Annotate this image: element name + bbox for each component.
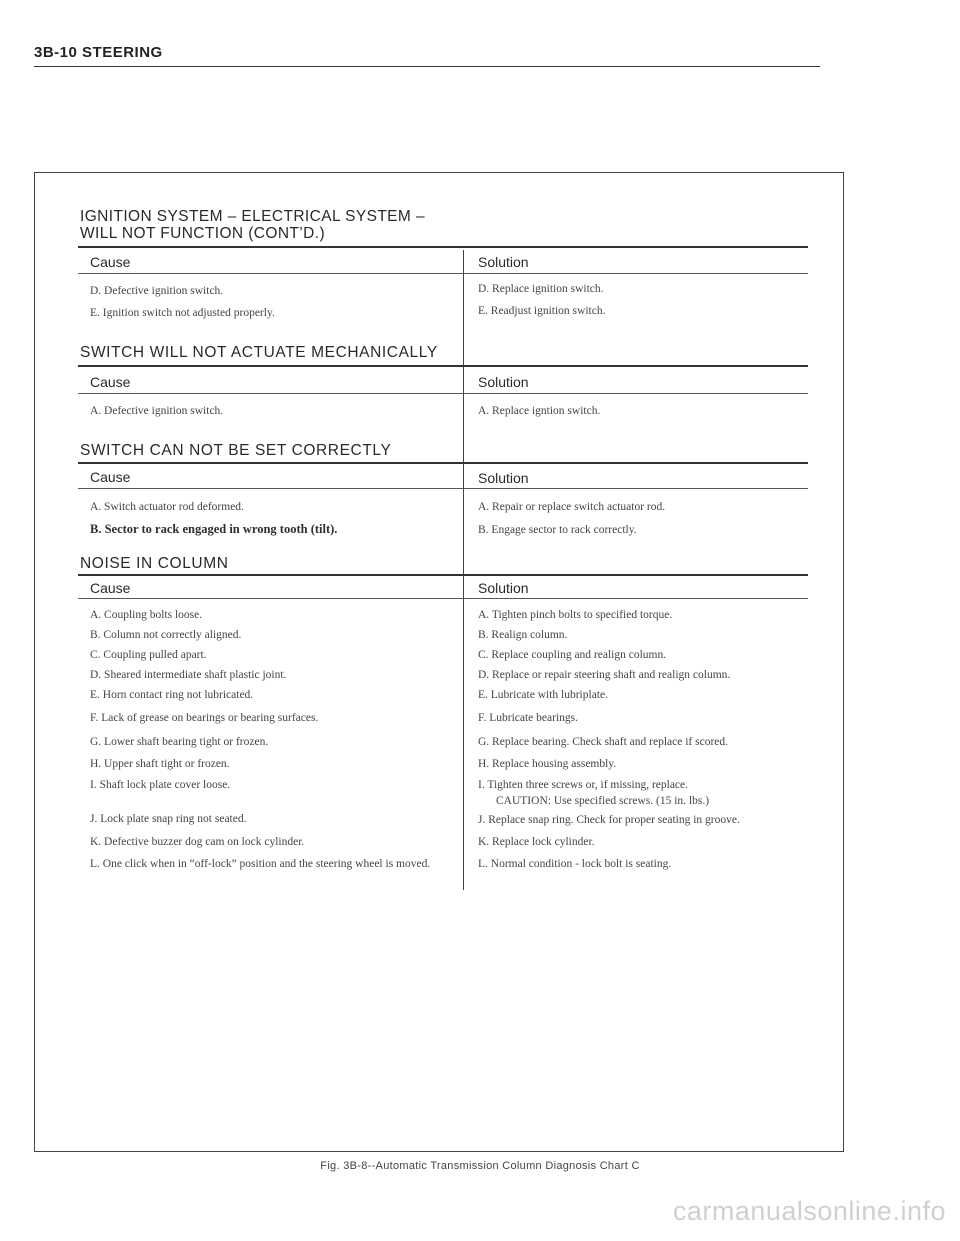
section-rule [78,462,808,464]
solution-item: H. Replace housing assembly. [478,758,617,770]
section-rule [78,246,808,248]
section-rule [78,574,808,576]
cause-item: D. Sheared intermediate shaft plastic joint. [90,669,287,681]
solution-item: E. Readjust ignition switch. [478,305,606,317]
header-rule [78,598,808,599]
header-rule [78,273,808,274]
solution-item: B. Realign column. [478,629,568,641]
cause-header: Cause [90,254,131,270]
cause-item: A. Coupling bolts loose. [90,609,203,621]
solution-header: Solution [478,470,529,486]
header-rule [78,488,808,489]
cause-item: B. Sector to rack engaged in wrong tooth (tilt). [90,522,338,536]
solution-item: D. Replace or repair steering shaft and realign column. [478,669,731,681]
cause-header: Cause [90,580,131,596]
chart-title-line2: WILL NOT FUNCTION (CONT’D.) [80,225,326,242]
chart-title [80,208,425,242]
column-divider [463,250,464,890]
page-header [34,44,820,67]
page-label: 3B-10 STEERING [34,44,163,61]
solution-item: C. Replace coupling and realign column. [478,649,667,661]
cause-item: G. Lower shaft bearing tight or frozen. [90,736,269,748]
cause-item: B. Column not correctly aligned. [90,629,242,641]
section-title: SWITCH WILL NOT ACTUATE MECHANICALLY [80,344,438,361]
chart-title-line1: IGNITION SYSTEM – ELECTRICAL SYSTEM – [80,208,425,225]
solution-header: Solution [478,580,529,596]
solution-item: F. Lubricate bearings. [478,712,578,724]
cause-item: L. One click when in “off-lock” position and the steering wheel is moved. [90,858,431,870]
solution-item: K. Replace lock cylinder. [478,836,595,848]
solution-header: Solution [478,254,529,270]
solution-item: J. Replace snap ring. Check for proper seating in groove. [478,814,740,826]
solution-item: D. Replace ignition switch. [478,283,604,295]
cause-header: Cause [90,374,131,390]
solution-header: Solution [478,374,529,390]
section-title: NOISE IN COLUMN [80,555,229,572]
cause-item: C. Coupling pulled apart. [90,649,207,661]
cause-item: F. Lack of grease on bearings or bearing surfaces. [90,712,319,724]
solution-item: E. Lubricate with lubriplate. [478,689,608,701]
section-rule [78,365,808,367]
cause-item: D. Defective ignition switch. [90,285,224,297]
cause-item: H. Upper shaft tight or frozen. [90,758,230,770]
cause-item: E. Horn contact ring not lubricated. [90,689,254,701]
header-rule [78,393,808,394]
solution-item: B. Engage sector to rack correctly. [478,524,637,536]
solution-item: L. Normal condition - lock bolt is seating. [478,858,672,870]
solution-item: A. Tighten pinch bolts to specified torque. [478,609,673,621]
solution-item: A. Repair or replace switch actuator rod. [478,501,666,513]
cause-header: Cause [90,469,131,485]
cause-item: A. Switch actuator rod deformed. [90,501,244,513]
cause-item: I. Shaft lock plate cover loose. [90,779,231,791]
figure-caption: Fig. 3B-8--Automatic Transmission Column Diagnosis Chart C [320,1160,640,1172]
cause-item: A. Defective ignition switch. [90,405,224,417]
cause-item: E. Ignition switch not adjusted properly. [90,307,275,319]
cause-item: J. Lock plate snap ring not seated. [90,813,247,825]
watermark: carmanualsonline.info [672,1196,946,1226]
solution-item: A. Replace igntion switch. [478,405,601,417]
solution-caution: CAUTION: Use specified screws. (15 in. lbs.) [496,795,710,807]
solution-item: G. Replace bearing. Check shaft and replace if scored. [478,736,729,748]
section-title: SWITCH CAN NOT BE SET CORRECTLY [80,442,392,459]
cause-item: K. Defective buzzer dog cam on lock cylinder. [90,836,305,848]
solution-item: I. Tighten three screws or, if missing, replace. [478,779,689,791]
